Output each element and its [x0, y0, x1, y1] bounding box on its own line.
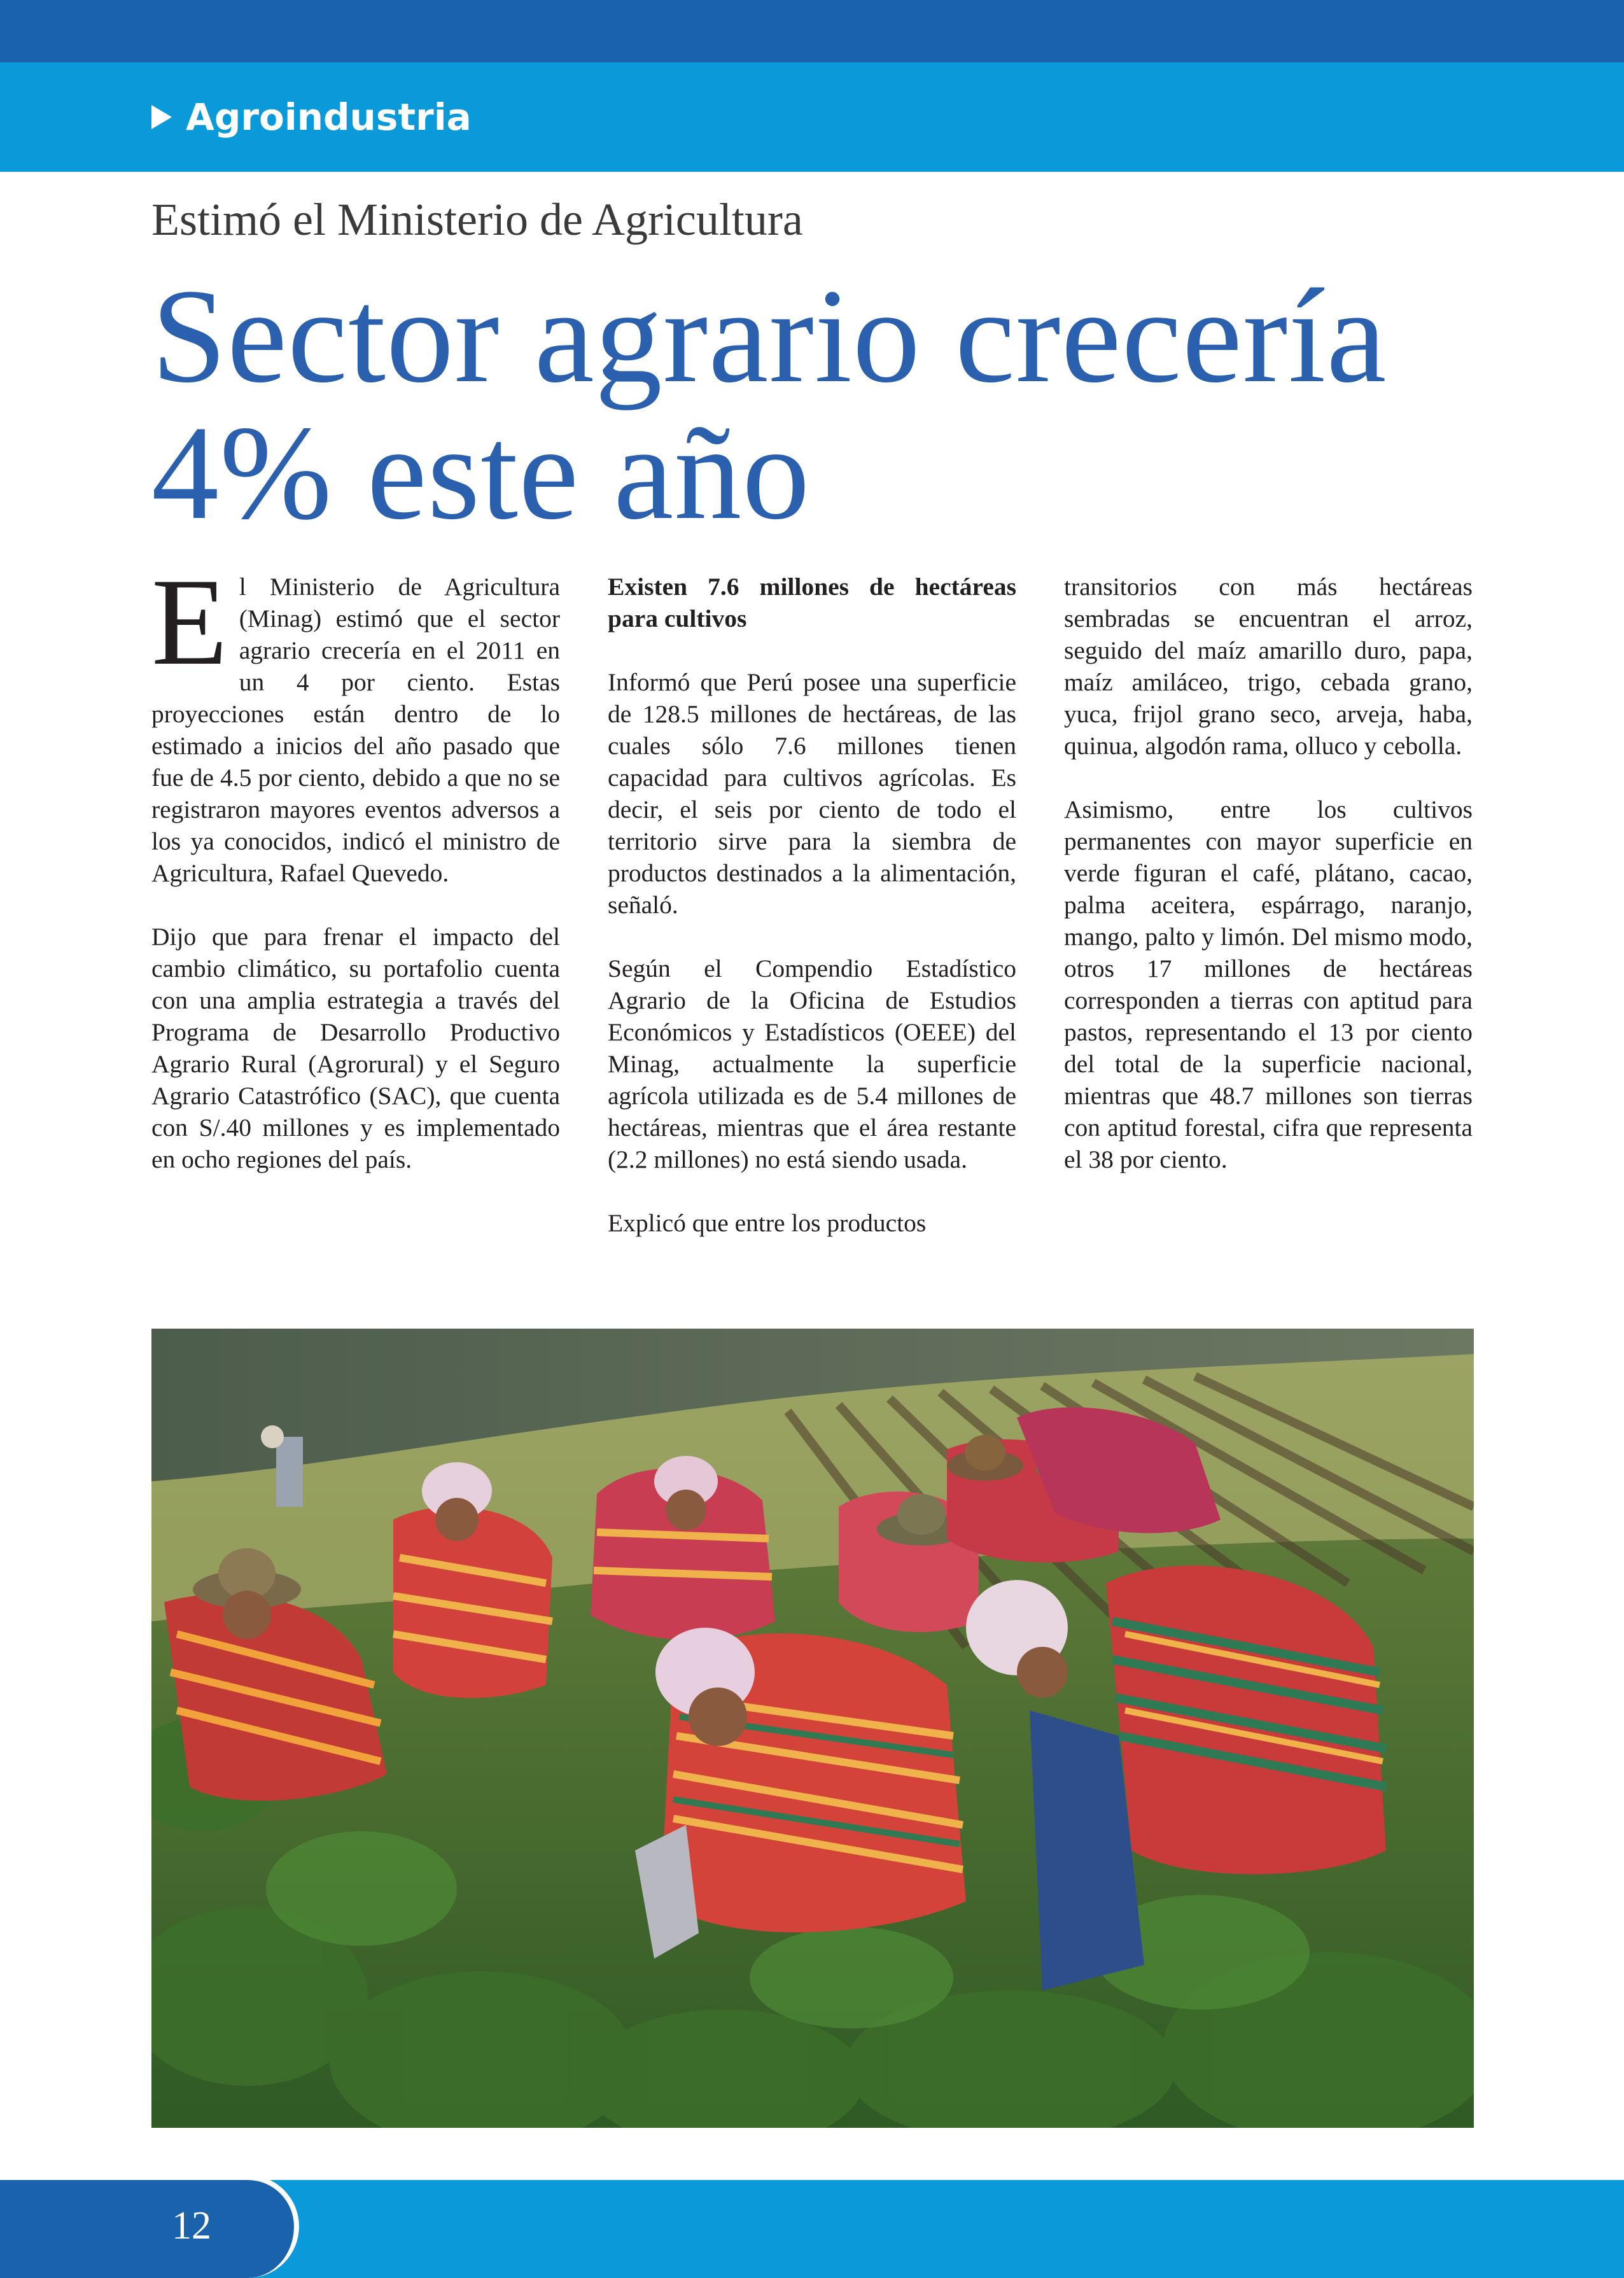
- paragraph: Según el Compendio Estadístico Agrario de la Oficina de Estudios Económicos y Estadísticos (OEEE) del Minag, actualmente la superficie agrícola utilizada es de 5.4 millones de hectáreas, mientras que el área restante (2.2 millones) no está siendo usada.: [608, 954, 1016, 1173]
- paragraph: Dijo que para frenar el impacto del cambio climático, su portafolio cuenta con una amplia estrategia a través del Programa de Desarrollo Productivo Agrario Rural (Agrorural) y el Seguro Agrario Catastrófico (SAC), que cuenta con S/.40 millones y es implementado en ocho regiones del país.: [151, 923, 560, 1173]
- article-headline: [151, 261, 1526, 547]
- article-photo: [151, 1329, 1474, 2128]
- paragraph: [151, 553, 560, 889]
- paragraph: transitorios con más hectáreas sembradas se encuentran el arroz, seguido del maíz amarillo duro, papa, maíz amiláceo, trigo, cebada grano, yuca, frijol grano seco, arveja, haba, quinua, algodón rama, olluco y cebolla.: [1064, 573, 1473, 760]
- page-number: 12: [172, 2204, 211, 2247]
- paragraph-text: l Ministerio de Agricultura (Minag) estimó que el sector agrario crecería en el 2011 en un 4 por ciento. Estas proyecciones están dentro de lo estimado a inicios del año pasado que fue de 4.5 por ciento, debido a que no se registraron mayores eventos adversos a los ya conocidos, indicó el ministro de Agricultura, Rafael Quevedo.: [151, 573, 560, 887]
- section-title: Agroindustria: [186, 95, 472, 139]
- headline-line-2: 4% este año: [151, 398, 811, 547]
- section-label: [151, 90, 472, 144]
- headline-line-1: Sector agrario crecería: [151, 261, 1387, 410]
- paragraph: Informó que Perú posee una superficie de 128.5 millones de hectáreas, de las cuales sólo 7.6 millones tienen capacidad para cultivos agrícolas. Es decir, el seis por ciento de todo el territorio sirve para la siembra de productos destinados a la alimentación, señaló.: [608, 668, 1016, 919]
- article-column-1: [151, 553, 560, 1303]
- article-column-2: [608, 571, 1016, 1303]
- article-kicker: Estimó el Ministerio de Agricultura: [151, 194, 803, 245]
- article-column-3: [1064, 571, 1473, 1303]
- top-band: [0, 0, 1624, 62]
- paragraph: Explicó que entre los productos: [608, 1209, 927, 1237]
- triangle-bullet-icon: [151, 105, 172, 129]
- article-subheading: Existen 7.6 millones de hectáreas para cultivos: [608, 573, 1016, 632]
- drop-cap: E: [151, 553, 228, 691]
- paragraph: Asimismo, entre los cultivos permanentes con mayor superficie en verde figuran el café, plátano, cacao, palma aceitera, espárrago, naranjo, mango, palto y limón. Del mismo modo, otros 17 millones de hectáreas corresponden a tierras con aptitud para pastos, representando el 13 por ciento del total de la superficie nacional, mientras que 48.7 millones son tierras con aptitud forestal, cifra que representa el 38 por ciento.: [1064, 795, 1473, 1173]
- page-number-tab: [0, 2175, 299, 2278]
- article-body: [151, 553, 1473, 1303]
